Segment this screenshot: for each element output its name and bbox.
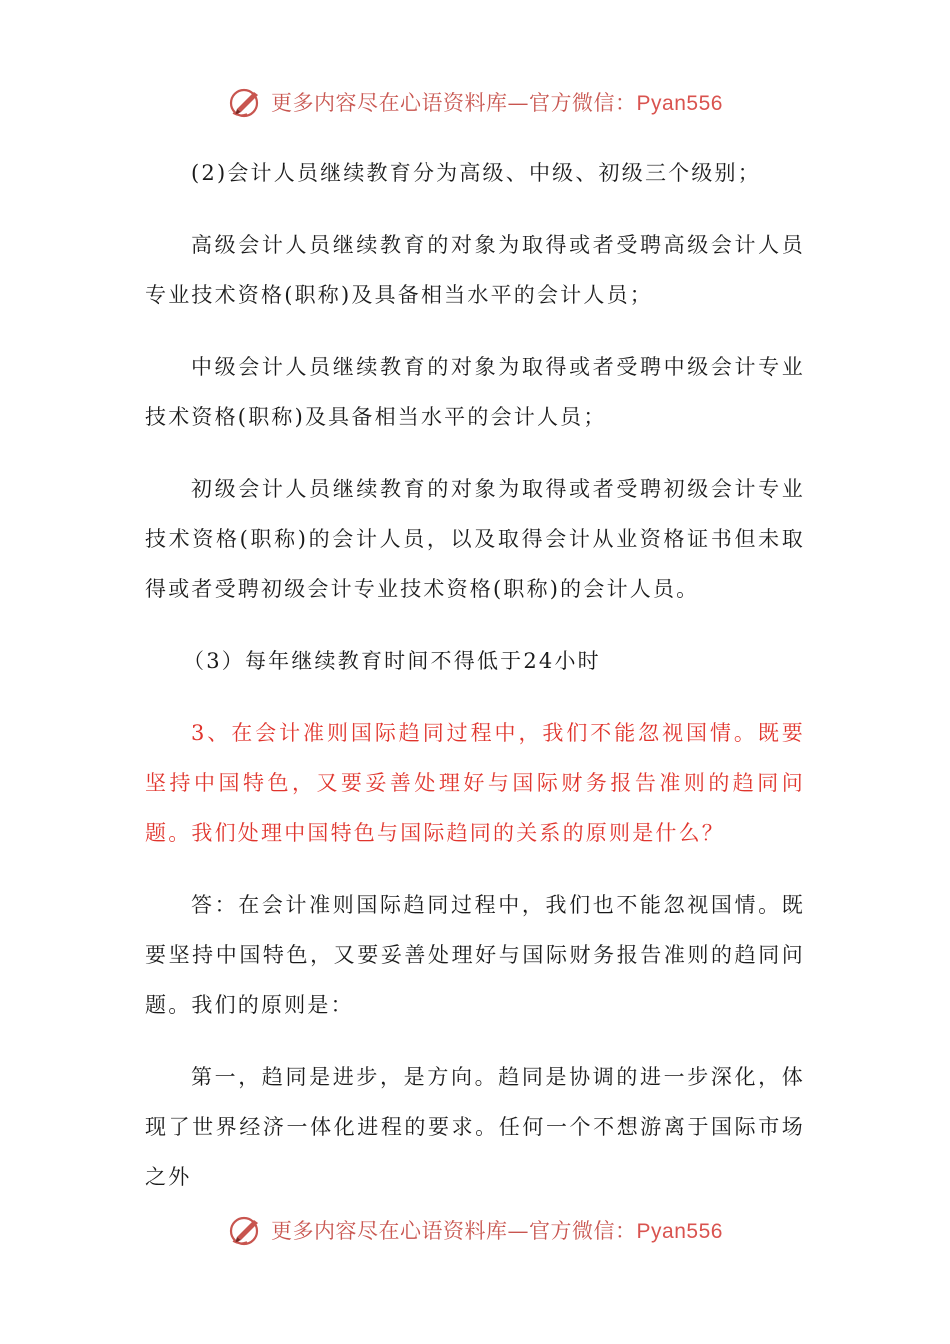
paragraph-junior: 初级会计人员继续教育的对象为取得或者受聘初级会计专业技术资格(职称)的会计人员，以及取得会计从业资格证书但未取得或者受聘初级会计专业技术资格(职称)的会计人员。 [145, 477, 805, 601]
paragraph-intermediate: 中级会计人员继续教育的对象为取得或者受聘中级会计专业技术资格(职称)及具备相当水平的会计人员； [145, 355, 805, 429]
document-body [145, 148, 805, 1202]
banner-slogan: 更多内容尽在心语资料库—官方微信： [271, 91, 637, 115]
paragraph-hours: （3）每年继续教育时间不得低于24小时 [183, 649, 601, 673]
banner-slogan: 更多内容尽在心语资料库—官方微信： [271, 1219, 637, 1243]
banner-content [227, 83, 723, 121]
banner-content [227, 1211, 723, 1249]
wechat-id: Pyan556 [636, 1220, 723, 1243]
answer-point-first: 第一，趋同是进步，是方向。趋同是协调的进一步深化，体现了世界经济一体化进程的要求。任何一个不想游离于国际市场之外 [145, 1065, 805, 1189]
wechat-id: Pyan556 [636, 92, 723, 115]
banner-text [271, 87, 723, 117]
paragraph-senior: 高级会计人员继续教育的对象为取得或者受聘高级会计人员专业技术资格(职称)及具备相当水平的会计人员； [145, 233, 805, 307]
answer-intro: 答：在会计准则国际趋同过程中，我们也不能忽视国情。既要坚持中国特色，又要妥善处理好与国际财务报告准则的趋同问题。我们的原则是： [145, 893, 805, 1017]
banner-text [271, 1215, 723, 1245]
question-3: 3、在会计准则国际趋同过程中，我们不能忽视国情。既要坚持中国特色，又要妥善处理好与国际财务报告准则的趋同问题。我们处理中国特色与国际趋同的关系的原则是什么？ [145, 721, 805, 845]
header-banner [0, 80, 950, 124]
pen-circle-logo-icon [227, 83, 265, 121]
footer-banner [0, 1208, 950, 1252]
paragraph-levels: (2)会计人员继续教育分为高级、中级、初级三个级别； [191, 161, 761, 185]
pen-circle-logo-icon [227, 1211, 265, 1249]
